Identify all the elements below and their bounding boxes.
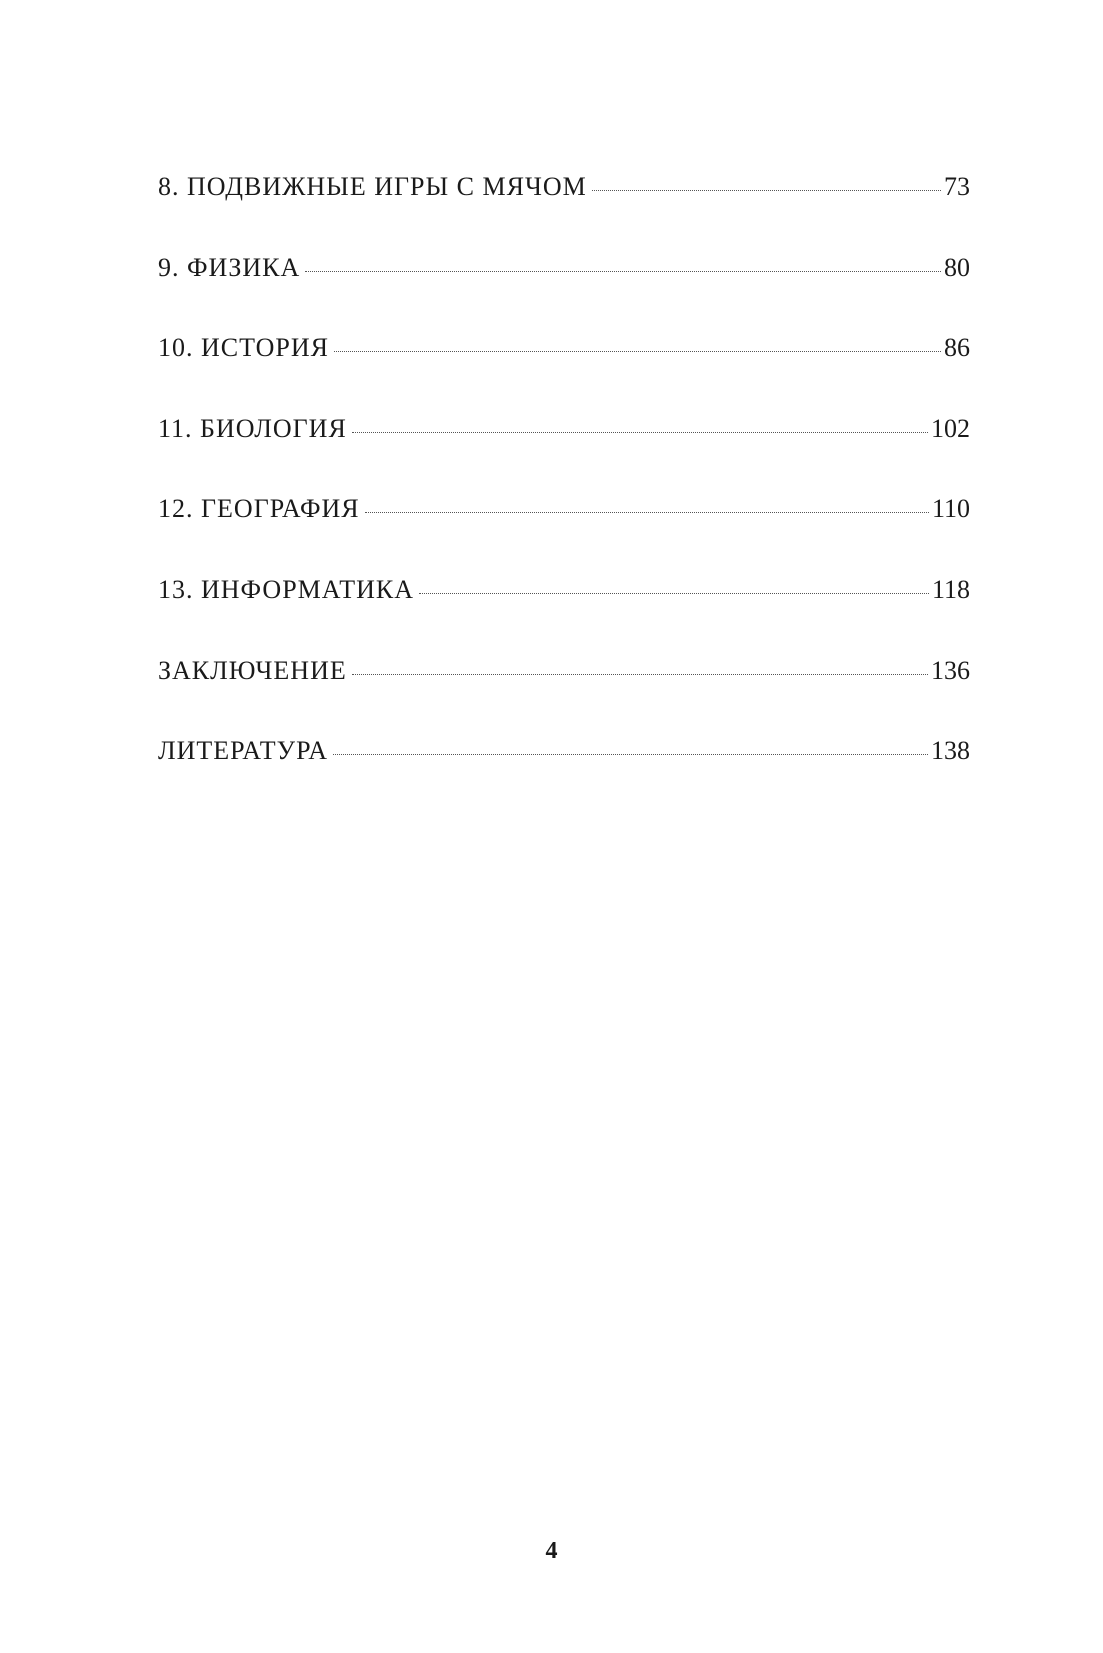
toc-entry-page: 110 xyxy=(931,494,970,524)
toc-entry xyxy=(158,172,970,253)
toc-entry-title: 12. ГЕОГРАФИЯ xyxy=(158,494,360,524)
toc-entry xyxy=(158,414,970,495)
toc-entry-title: ЛИТЕРАТУРА xyxy=(158,736,328,766)
toc-entry-page: 138 xyxy=(931,736,970,766)
toc-entry-title: ЗАКЛЮЧЕНИЕ xyxy=(158,655,347,685)
toc-entry xyxy=(158,656,970,737)
toc-entry xyxy=(158,736,970,817)
page-number: 4 xyxy=(545,1538,558,1564)
toc-entry xyxy=(158,253,970,334)
toc-entry-page: 86 xyxy=(944,333,970,363)
toc-entry xyxy=(158,575,970,656)
toc-entry xyxy=(158,333,970,414)
table-of-contents xyxy=(158,172,970,817)
toc-entry-page: 136 xyxy=(931,655,970,685)
toc-dot-leader xyxy=(352,674,928,675)
toc-entry-page: 73 xyxy=(944,172,970,201)
toc-entry-page: 80 xyxy=(944,252,970,282)
toc-entry-page: 102 xyxy=(931,413,970,443)
toc-entry-title: 11. БИОЛОГИЯ xyxy=(158,413,347,443)
toc-entry-title: 13. ИНФОРМАТИКА xyxy=(158,574,415,604)
toc-dot-leader xyxy=(334,351,941,352)
toc-dot-leader xyxy=(305,271,941,272)
toc-entry-title: 9. ФИЗИКА xyxy=(158,252,301,282)
toc-dot-leader xyxy=(352,432,928,433)
toc-entry-title: 10. ИСТОРИЯ xyxy=(158,333,330,363)
toc-entry-page: 118 xyxy=(931,574,970,604)
toc-entry xyxy=(158,494,970,575)
toc-dot-leader xyxy=(365,512,929,513)
toc-entry-title: 8. ПОДВИЖНЫЕ ИГРЫ С МЯЧОМ xyxy=(158,172,587,201)
toc-dot-leader xyxy=(419,593,929,594)
toc-dot-leader xyxy=(592,190,941,191)
toc-dot-leader xyxy=(333,754,928,755)
